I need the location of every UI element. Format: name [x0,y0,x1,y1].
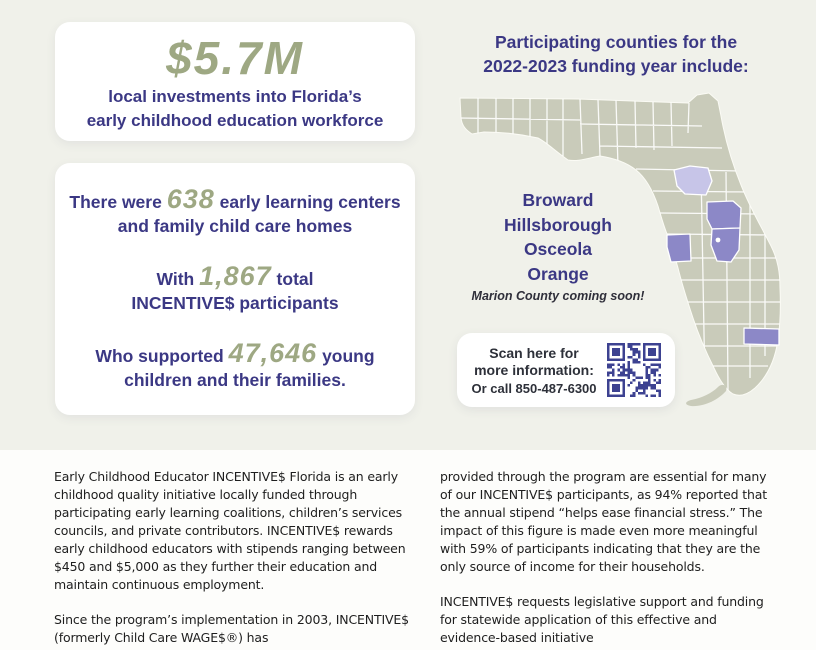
map-marker-dot [716,238,721,243]
stat-children-pre: Who supported [95,345,229,366]
county-item-hillsborough: Hillsborough [504,214,612,235]
stat-children-number: 47,646 [228,337,318,368]
scan-info-card [457,333,675,407]
county-item-osceola: Osceola [523,239,593,259]
investment-card [55,22,415,141]
stat-children-post: young children and their families. [124,345,375,390]
counties-heading-line2: 2022-2023 funding year include: [483,56,749,76]
county-item-broward: Broward [522,190,594,210]
body-right-paragraph1: provided through the program are essential for many of our INCENTIVE$ participants, as 94% reported that the annual stipend “helps ease financial stress.” The impact of this figure is made even more meaningful with 59% of participants indicating that they are the only source of income for their households. [440,469,768,574]
stat-centers-post: early learning centers and family child care homes [117,191,401,236]
investment-caption-line1: local investments into Florida’s [108,87,362,107]
county-hillsborough [667,234,691,262]
investment-caption-line2: early childhood education workforce [86,111,384,131]
body-column-right [440,468,770,647]
county-broward [744,328,779,345]
body-left-paragraph2: Since the program’s implementation in 2003, INCENTIVE$ (formerly Child Care WAGE$®) has [54,612,409,645]
stat-centers-pre: There were [69,191,167,212]
scan-phone: Or call 850-487-6300 [471,380,597,396]
florida-keys [686,385,726,406]
county-list [448,188,668,286]
body-column-left [54,468,420,647]
counties-heading [440,30,792,78]
county-orange [707,201,741,229]
county-item-orange: Orange [527,263,589,284]
stats-card [55,163,415,415]
stat-participants [104,260,366,315]
stat-participants-pre: With [156,268,200,289]
scan-info-text [471,345,596,396]
body-right-paragraph2: INCENTIVE$ requests legislative support and funding for statewide application of this effective and evidence-based initiative [440,594,764,645]
qr-code-icon [607,343,661,397]
body-left-paragraph1: Early Childhood Educator INCENTIVE$ Florida is an early childhood quality initiative locally funded through participating early learning coalitions, children’s services councils, and private contributors. INCENTIVE$ rewards early childhood educators with stipends ranging between $450 and $5,000 as they further their education and maintain continuous employment. [54,469,406,592]
stat-participants-post: total INCENTIVE$ participants [131,268,339,313]
counties-heading-line1: Participating counties for the [494,32,738,52]
stat-participants-number: 1,867 [199,260,272,291]
scan-line2: more information: [474,361,594,378]
investment-amount: $5.7M [166,32,304,84]
scan-line1: Scan here for [489,344,579,361]
stat-centers-number: 638 [166,183,215,214]
investment-caption [55,85,415,133]
body-text-section [0,450,816,650]
marion-coming-soon-note: Marion County coming soon! [471,289,645,303]
stat-children [70,337,400,392]
stat-centers [69,183,401,238]
